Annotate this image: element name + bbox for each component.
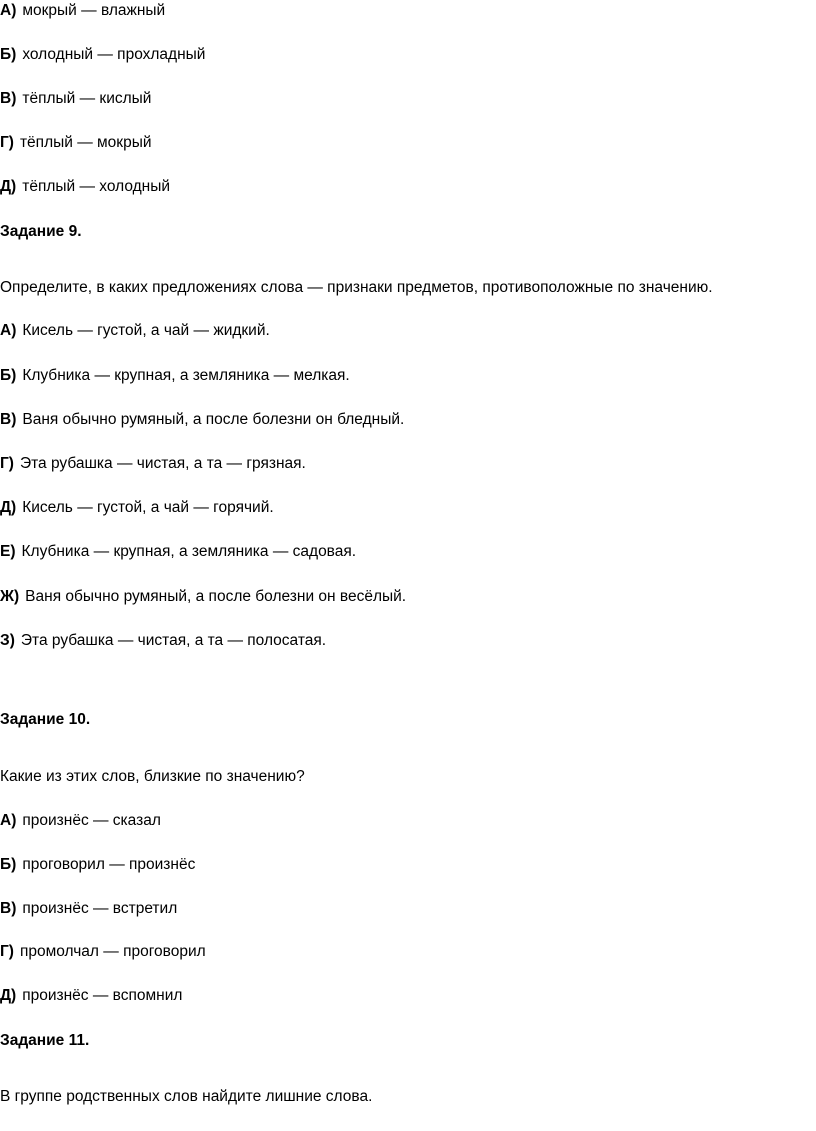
option-letter: Д) <box>0 178 17 195</box>
option-letter: Г) <box>0 455 14 472</box>
option-text: тёплый — холодный <box>22 178 171 195</box>
option-letter: А) <box>0 812 17 829</box>
task9-option-b <box>0 366 350 386</box>
option-letter: Г) <box>0 134 14 151</box>
option-text: Эта рубашка — чистая, а та — полосатая. <box>20 632 327 649</box>
option-b <box>0 45 205 65</box>
option-text: проговорил — произнёс <box>22 856 196 873</box>
option-letter: Д) <box>0 987 17 1004</box>
task9-option-d <box>0 498 274 518</box>
option-text: Кисель — густой, а чай — жидкий. <box>22 322 270 339</box>
option-text: Ваня обычно румяный, а после болезни он весёлый. <box>25 588 407 605</box>
option-letter: Д) <box>0 499 17 516</box>
task10-question: Какие из этих слов, близкие по значению? <box>0 768 305 785</box>
task11-heading: Задание 11. <box>0 1032 90 1049</box>
task11-question: В группе родственных слов найдите лишние слова. <box>0 1088 373 1105</box>
option-text: Эта рубашка — чистая, а та — грязная. <box>19 455 306 472</box>
option-letter: Б) <box>0 46 17 63</box>
task10-heading: Задание 10. <box>0 711 91 728</box>
option-text: Клубника — крупная, а земляника — садовая. <box>21 543 357 560</box>
option-text: произнёс — вспомнил <box>22 987 183 1004</box>
option-text: промолчал — проговорил <box>19 943 206 960</box>
task10-option-g <box>0 942 206 962</box>
option-text: мокрый — влажный <box>22 2 166 19</box>
option-text: Ваня обычно румяный, а после болезни он бледный. <box>22 411 405 428</box>
option-letter: Г) <box>0 943 14 960</box>
option-letter: А) <box>0 2 17 19</box>
option-text: тёплый — кислый <box>22 90 152 107</box>
task10-option-v <box>0 899 177 919</box>
option-text: произнёс — сказал <box>22 812 161 829</box>
option-letter: Ж) <box>0 588 20 605</box>
option-text: Клубника — крупная, а земляника — мелкая. <box>22 367 350 384</box>
task9-option-z <box>0 631 326 651</box>
task10-option-b <box>0 855 195 875</box>
option-letter: Б) <box>0 856 17 873</box>
option-letter: Б) <box>0 367 17 384</box>
option-letter: В) <box>0 900 17 917</box>
option-text: произнёс — встретил <box>22 900 178 917</box>
task9-option-v <box>0 410 404 430</box>
task9-heading: Задание 9. <box>0 223 82 240</box>
option-text: холодный — прохладный <box>22 46 206 63</box>
option-g <box>0 133 152 153</box>
option-text: тёплый — мокрый <box>19 134 152 151</box>
option-letter: З) <box>0 632 15 649</box>
task9-option-e <box>0 542 356 562</box>
option-letter: А) <box>0 322 17 339</box>
option-letter: Е) <box>0 543 16 560</box>
task9-option-a <box>0 321 270 341</box>
option-v <box>0 89 151 109</box>
task9-option-zh <box>0 587 406 607</box>
task9-option-g <box>0 454 306 474</box>
option-a <box>0 1 165 21</box>
option-d <box>0 177 170 197</box>
task10-option-d <box>0 986 182 1006</box>
option-letter: В) <box>0 411 17 428</box>
task10-option-a <box>0 811 161 831</box>
option-text: Кисель — густой, а чай — горячий. <box>22 499 274 516</box>
option-letter: В) <box>0 90 17 107</box>
task9-question: Определите, в каких предложениях слова — признаки предметов, противоположные по значению. <box>0 279 713 296</box>
